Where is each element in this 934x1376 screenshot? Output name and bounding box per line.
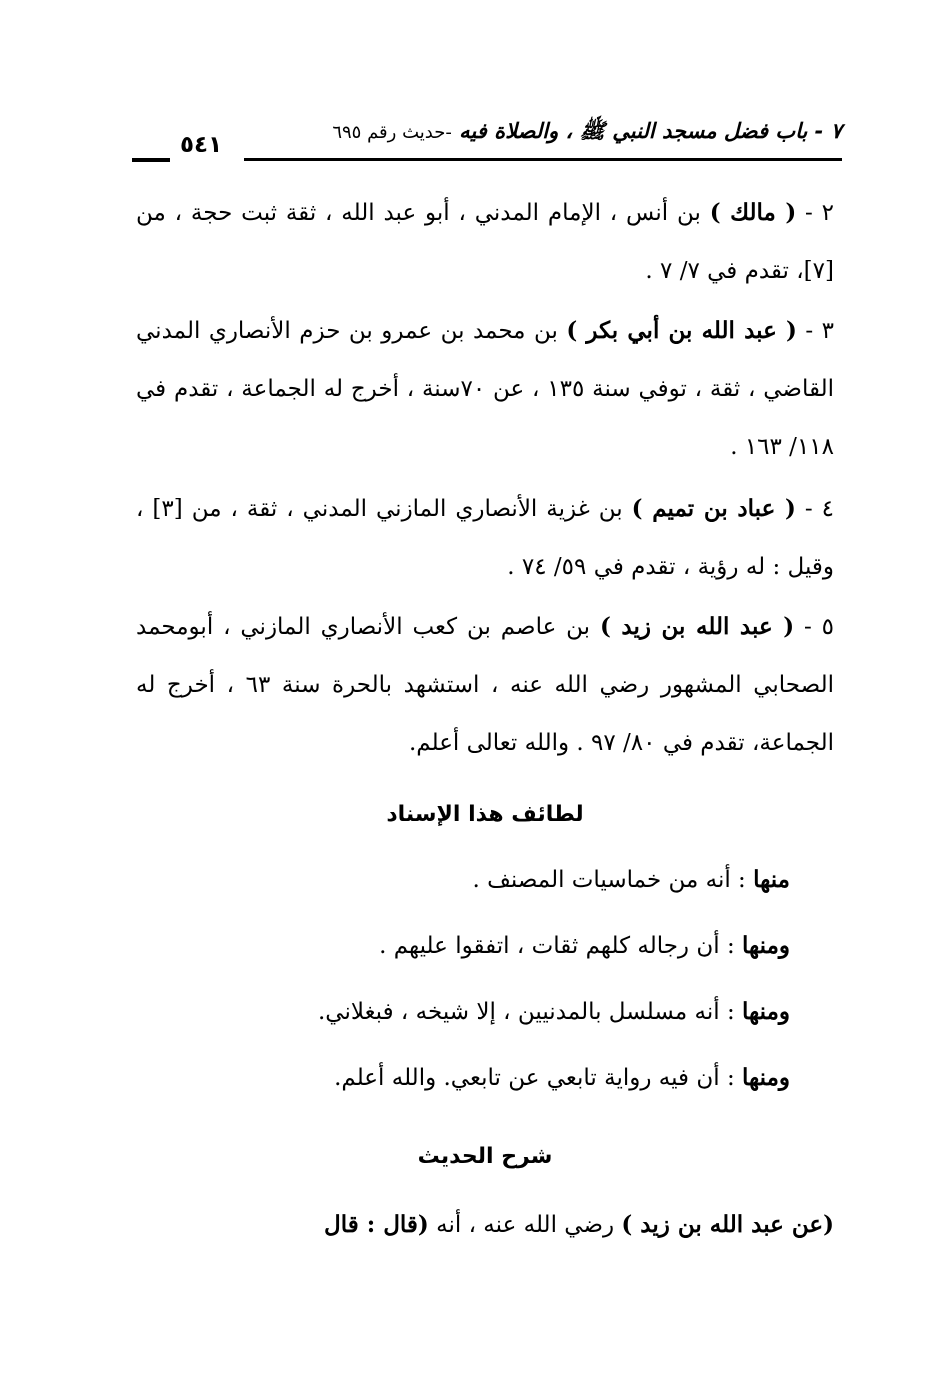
isnad-point: ومنها : أن فيه رواية تابعي عن تابعي. والله أعلم. — [334, 1064, 790, 1091]
page-number-rule — [132, 158, 170, 162]
page-number: ٥٤١ — [180, 132, 223, 158]
sharh-text: (عن عبد الله بن زيد ) رضي الله عنه ، أنه (قال : قال — [324, 1211, 834, 1238]
narrator-entry: ٥ - ( عبد الله بن زيد ) بن عاصم بن كعب الأنصاري المازني ، أبومحمد الصحابي المشهور رضي الله عنه ، استشهد بالحرة سنة ٦٣ ، أخرج له الجماعة، تقدم في ٨٠/ ٩٧ . والله تعالى أعلم. — [136, 613, 834, 756]
isnad-point: ومنها : أنه مسلسل بالمدنيين ، إلا شيخه ، فبغلاني. — [317, 998, 790, 1025]
narrator-name: ( عباد بن تميم ) — [631, 495, 796, 522]
header-hadith-number: -حديث رقم ٦٩٥ — [332, 122, 452, 143]
narrator-name: ( عبد الله بن أبي بكر ) — [566, 317, 797, 344]
section-heading-isnad: لطائف هذا الإسناد — [386, 802, 584, 827]
narrator-entry: ٤ - ( عباد بن تميم ) بن غزية الأنصاري المازني المدني ، ثقة ، من [٣] ، وقيل : له رؤية ، تقدم في ٥٩/ ٧٤ . — [136, 495, 834, 580]
narrator-entry: ٢ - ( مالك ) بن أنس ، الإمام المدني ، أبو عبد الله ، ثقة ثبت حجة ، من [٧]، تقدم في ٧/ ٧ . — [136, 199, 834, 284]
narrator-name: ( عبد الله بن زيد ) — [599, 613, 795, 640]
section-heading-sharh: شرح الحديث — [417, 1144, 553, 1169]
header-rule — [244, 158, 842, 161]
narrator-entry: ٣ - ( عبد الله بن أبي بكر ) بن محمد بن عمرو بن حزم الأنصاري المدني القاضي ، ثقة ، توفي سنة ١٣٥ ، عن ٧٠سنة ، أخرج له الجماعة ، تقدم في ١١٨/ ١٦٣ . — [136, 317, 835, 460]
running-header — [132, 118, 842, 168]
isnad-point: ومنها : أن رجاله كلهم ثقات ، اتفقوا عليهم . — [379, 932, 790, 959]
header-chapter: ٧ - باب فضل مسجد النبي ﷺ ، والصلاة فيه — [459, 119, 842, 143]
narrator-name: ( مالك ) — [709, 199, 797, 226]
isnad-point: منها : أنه من خماسيات المصنف . — [472, 866, 790, 893]
header-title — [332, 118, 842, 149]
